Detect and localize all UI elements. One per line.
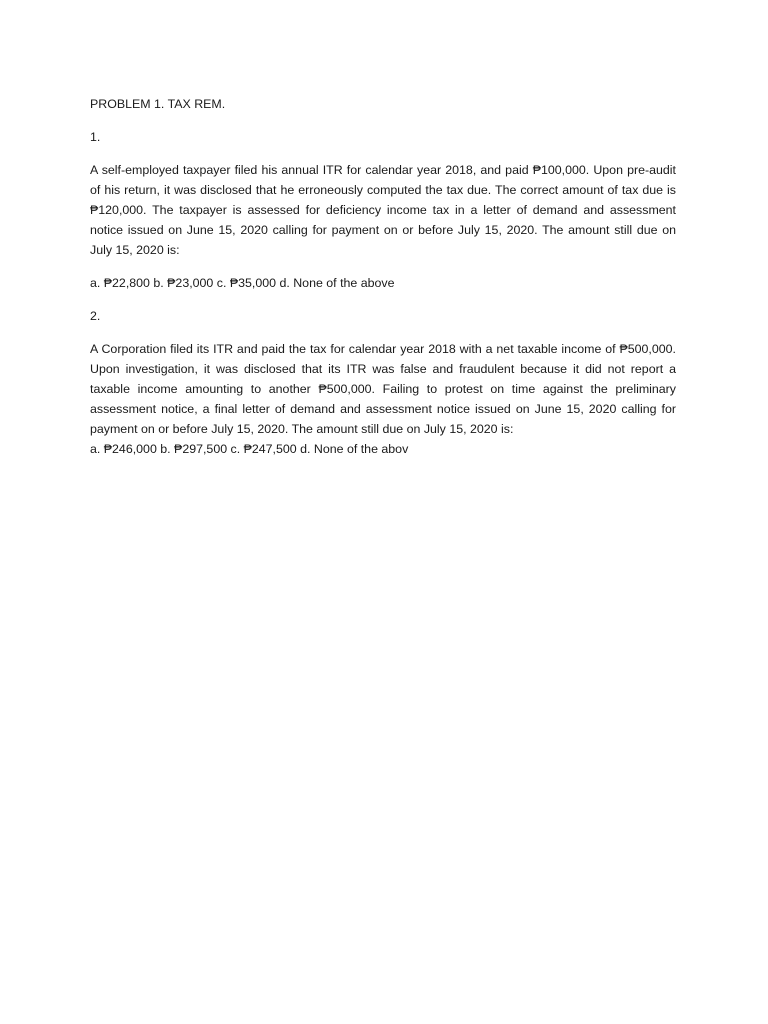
problem-2-question: A Corporation filed its ITR and paid the tax for calendar year 2018 with a net taxable income of ₱500,000. Upon investigation, it was disclosed that its ITR was false and fraudulent because it did not report a taxable income amounting to another ₱500,000. Failing to protest on time against the preliminary assessment notice, a final letter of demand and assessment notice issued on June 15, 2020 calling for payment on or before July 15, 2020. The amount still due on July 15, 2020 is: (90, 342, 676, 436)
problem-1-choices: a. ₱22,800 b. ₱23,000 c. ₱35,000 d. None of the above (90, 276, 395, 290)
problem-2-number: 2. (90, 309, 101, 323)
document-page (90, 94, 676, 472)
document-heading: PROBLEM 1. TAX REM. (90, 97, 226, 111)
problem-2-choices: a. ₱246,000 b. ₱297,500 c. ₱247,500 d. None of the abov (90, 442, 409, 456)
problem-1-question: A self-employed taxpayer filed his annual ITR for calendar year 2018, and paid ₱100,000. Upon pre-audit of his return, it was disclosed that he erroneously computed the tax due. The correct amount of tax due is ₱120,000. The taxpayer is assessed for deficiency income tax in a letter of demand and assessment notice issued on June 15, 2020 calling for payment on or before July 15, 2020. The amount still due on July 15, 2020 is: (90, 163, 676, 257)
problem-1-number: 1. (90, 130, 101, 144)
